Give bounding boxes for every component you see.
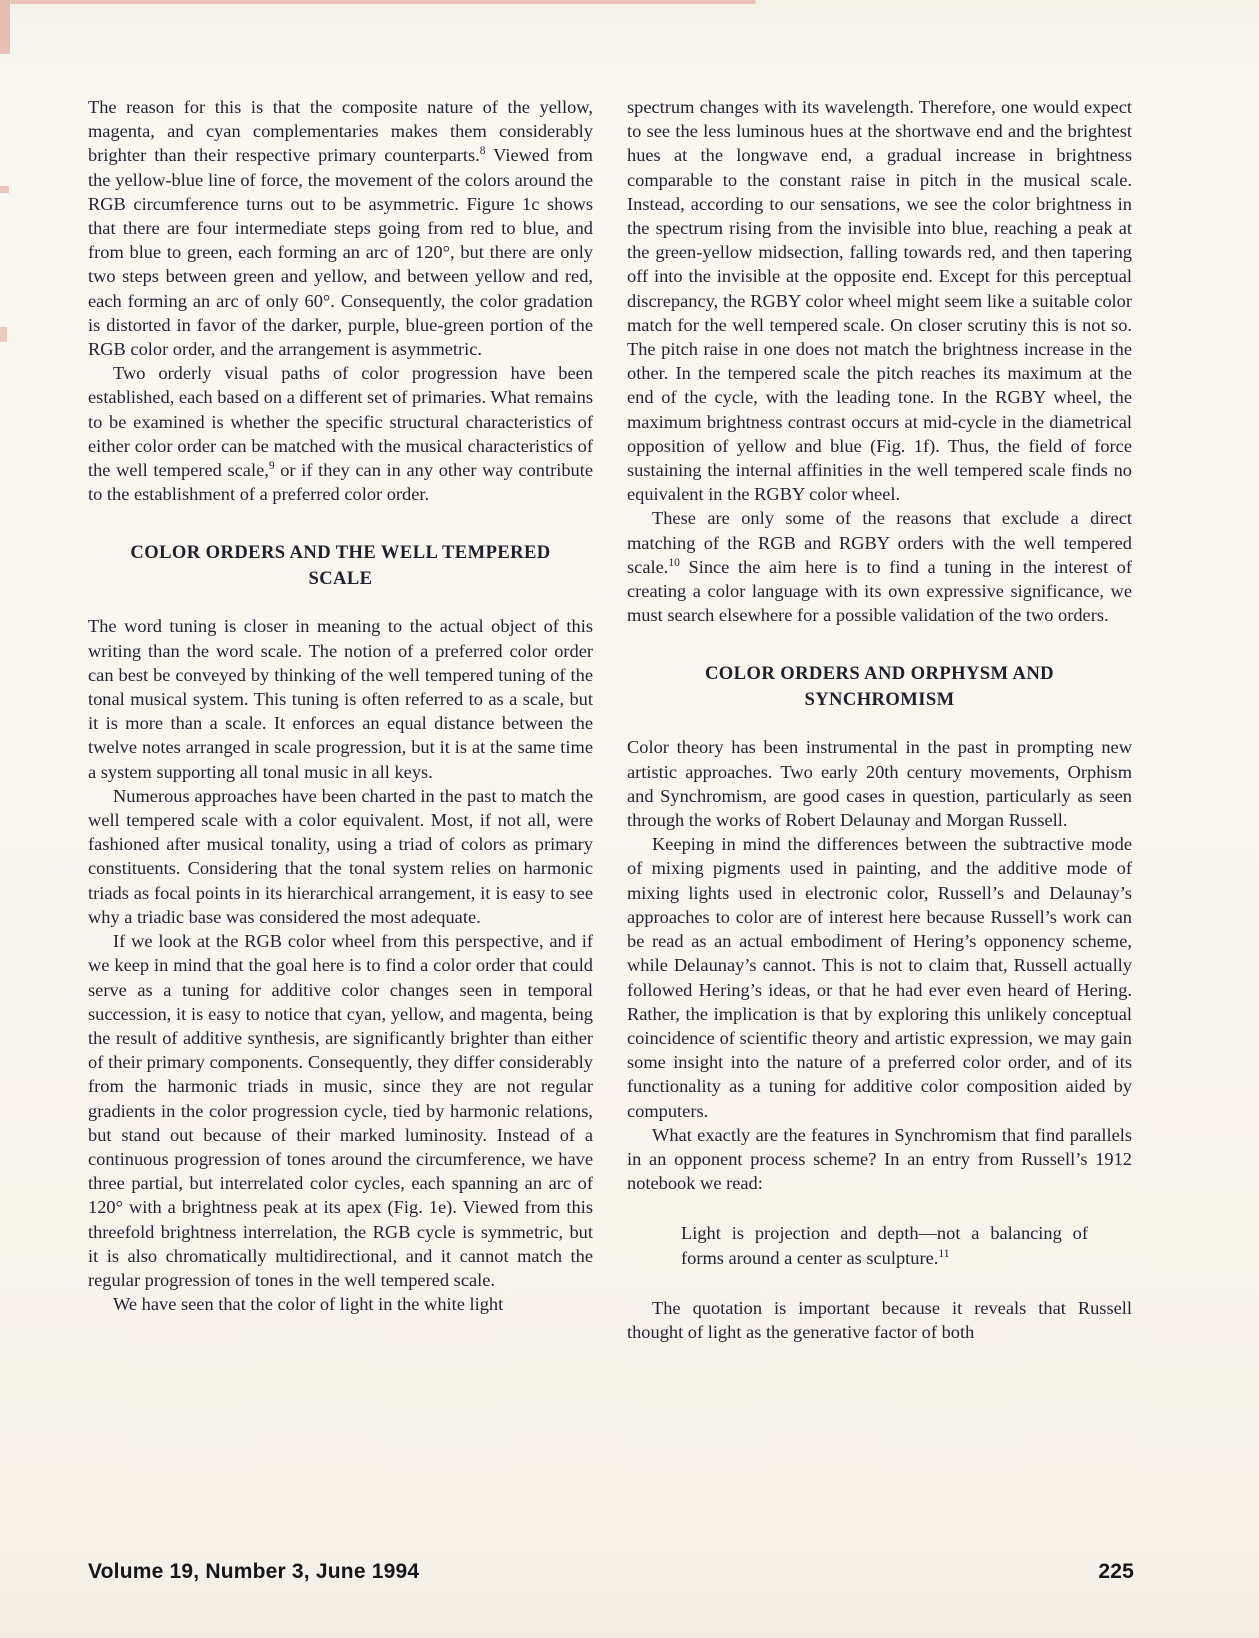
scan-artifact-top-line	[10, 0, 756, 4]
left-column	[88, 95, 593, 1344]
footnote-ref: 10	[668, 556, 680, 569]
paragraph: Two orderly visual paths of color progression have been established, each based on a different set of primaries. What remains to be examined is whether the specific structural characteristics of either color order can be matched with the musical characteristics of the well tempered scale,$^9$ or if they can in any other way contribute to the establishment of a preferred color order.	[88, 363, 593, 505]
footnote-ref: 9	[268, 459, 275, 472]
footnote-ref: 11	[938, 1247, 950, 1260]
paragraph: The reason for this is that the composite nature of the yellow, magenta, and cyan complementaries makes them considerably brighter than their respective primary counterparts.$^8$ Viewed from the yellow-blue line of force, the movement of the colors around the RGB circumference turns out to be asymmetric. Figure 1c shows that there are four intermediate steps going from red to blue, and from blue to green, each forming an arc of 120°, but there are only two steps between green and yellow, and between yellow and red, each forming an arc of only 60°. Consequently, the color gradation is distorted in favor of the darker, purple, blue-green portion of the RGB color order, and the arrangement is asymmetric.	[88, 97, 593, 360]
paragraph: These are only some of the reasons that exclude a direct matching of the RGB and RGBY orders with the well tempered scale.$^{10}$ Since the aim here is to find a tuning in the interest of creating a color language with its own expressive significance, we must search elsewhere for a possible validation of the two orders.	[627, 508, 1132, 626]
block-quote: Light is projection and depth—not a balancing of forms around a center as sculpture.$^{11}$	[681, 1223, 1088, 1268]
section-heading: COLOR ORDERS AND THE WELL TEMPERED SCALE	[130, 542, 551, 590]
journal-volume-info: Volume 19, Number 3, June 1994	[88, 1560, 420, 1583]
page-footer	[88, 1560, 1134, 1584]
paragraph: Keeping in mind the differences between the subtractive mode of mixing pigments used in painting, and the additive mode of mixing lights used in electronic color, Russell’s and Delaunay’s approaches to color are of interest here because Russell’s work can be read as an actual embodiment of Hering’s opponency scheme, while Delaunay’s cannot. This is not to claim that, Russell actually followed Hering’s ideas, or that he had ever even heard of Hering. Rather, the implication is that by exploring this unlikely conceptual coincidence of scientific theory and artistic expression, we may gain some insight into the nature of a preferred color order, and of its functionality as a tuning for additive color composition aided by computers.	[627, 834, 1132, 1121]
paragraph: If we look at the RGB color wheel from this perspective, and if we keep in mind that the goal here is to find a color order that could serve as a tuning for additive color changes seen in temporal succession, it is easy to notice that cyan, yellow, and magenta, being the result of additive synthesis, are significantly brighter than either of their primary components. Consequently, they differ considerably from the harmonic triads in music, since they are not regular gradients in the color progression cycle, tied by harmonic relations, but stand out because of their marked luminosity. Instead of a continuous progression of tones around the circumference, we have three partial, but interrelated color cycles, each spanning an arc of 120° with a brightness peak at its apex (Fig. 1e). Viewed from this threefold brightness interrelation, the RGB cycle is symmetric, but it is also chromatically multidirectional, and it cannot match the regular progression of tones in the well tempered scale.	[88, 931, 593, 1290]
paragraph: Color theory has been instrumental in the past in prompting new artistic approaches. Two early 20th century movements, Orphism and Synchromism, are good cases in question, particularly as seen through the works of Robert Delaunay and Morgan Russell.	[627, 737, 1132, 831]
scan-artifact-left-tick	[0, 186, 9, 193]
paragraph: Numerous approaches have been charted in the past to match the well tempered scale with a color equivalent. Most, if not all, were fashioned after musical tonality, using a triad of colors as primary constituents. Considering that the tonal system relies on harmonic triads as focal points in its hierarchical arrangement, it is easy to see why a triadic base was considered the most adequate.	[88, 785, 593, 927]
paragraph: The quotation is important because it reveals that Russell thought of light as the generative factor of both	[627, 1297, 1132, 1342]
right-column	[627, 95, 1132, 1344]
paragraph: What exactly are the features in Synchromism that find parallels in an opponent process scheme? In an entry from Russell’s 1912 notebook we read:	[627, 1124, 1132, 1194]
scan-artifact-corner	[0, 0, 10, 54]
scan-artifact-left-tick	[0, 327, 7, 342]
section-heading: COLOR ORDERS AND ORPHYSM AND SYNCHROMISM	[704, 663, 1054, 711]
paragraph: We have seen that the color of light in the white light	[113, 1294, 504, 1315]
paragraph: The word tuning is closer in meaning to the actual object of this writing than the word scale. The notion of a preferred color order can best be conveyed by thinking of the well tempered tuning of the tonal musical system. This tuning is often referred to as a scale, but it is more than a scale. It enforces an equal distance between the twelve notes arranged in scale progression, but it is at the same time a system supporting all tonal music in all keys.	[88, 616, 593, 782]
footnote-ref: 8	[479, 145, 486, 158]
text-columns	[88, 95, 1133, 1344]
paragraph: spectrum changes with its wavelength. Therefore, one would expect to see the less luminous hues at the shortwave end and the brightest hues at the longwave end, a gradual increase in brightness comparable to the constant raise in pitch in the musical scale. Instead, according to our sensations, we see the color brightness in the spectrum rising from the invisible into blue, reaching a peak at the green-yellow midsection, falling towards red, and then tapering off into the invisible at the opposite end. Except for this perceptual discrepancy, the RGBY color wheel might seem like a suitable color match for the well tempered scale. On closer scrutiny this is not so. The pitch raise in one does not match the brightness increase in the other. In the tempered scale the pitch reaches its maximum at the end of the cycle, with the leading tone. In the RGBY wheel, the maximum brightness contrast occurs at mid-cycle in the diametrical opposition of yellow and blue (Fig. 1f). Thus, the field of force sustaining the internal affinities in the well tempered scale finds no equivalent in the RGBY color wheel.	[627, 97, 1132, 505]
page-number: 225	[1098, 1560, 1134, 1583]
